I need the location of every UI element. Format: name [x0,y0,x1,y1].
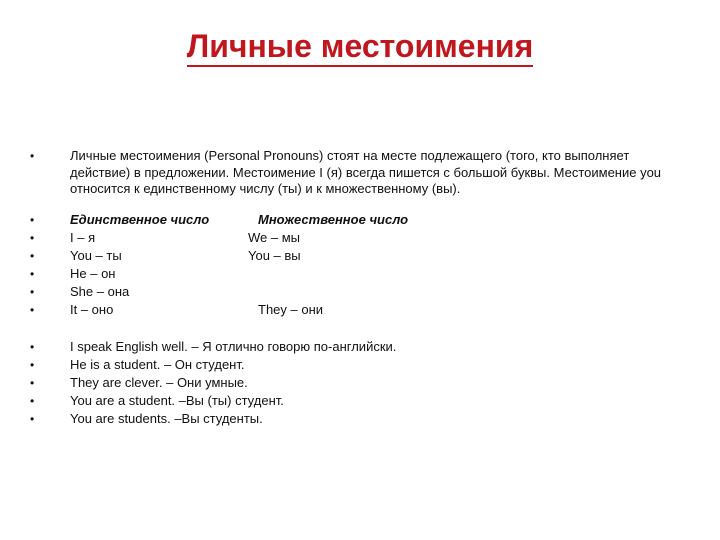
example-sentence: He is a student. – Он студент. [70,357,245,372]
bullet: • [30,358,35,372]
bullet: • [30,249,35,263]
bullet: • [30,285,35,299]
bullet: • [30,149,35,163]
bullet: • [30,340,35,354]
bullet: • [30,213,35,227]
bullet: • [30,231,35,245]
plural-pronoun: You – вы [248,248,301,263]
singular-pronoun: It – оно [70,302,114,317]
example-sentence: You are students. –Вы студенты. [70,411,263,426]
bullet: • [30,267,35,281]
example-sentence: I speak English well. – Я отлично говорю по-английски. [70,339,397,354]
page-title: Личные местоимения [0,24,720,68]
bullet: • [30,412,35,426]
header-singular: Единственное число [70,212,210,227]
singular-pronoun: She – она [70,284,130,299]
example-sentence: You are a student. –Вы (ты) студент. [70,393,284,408]
bullet: • [30,303,35,317]
example-sentence: They are clever. – Они умные. [70,375,248,390]
bullet: • [30,394,35,408]
plural-pronoun: We – мы [248,230,300,245]
singular-pronoun: I – я [70,230,96,245]
plural-pronoun: They – они [258,302,324,317]
singular-pronoun: He – он [70,266,116,281]
header-plural: Множественное число [258,212,409,227]
bullet: • [30,376,35,390]
singular-pronoun: You – ты [70,248,122,263]
intro-paragraph: Личные местоимения (Personal Pronouns) стоят на месте подлежащего (того, кто выполняет действие) в предложении. Местоимение I (я) всегда пишется с большой буквы. Местоимение you относится к единственному числу (ты) и к множественному (вы). [70,148,662,196]
